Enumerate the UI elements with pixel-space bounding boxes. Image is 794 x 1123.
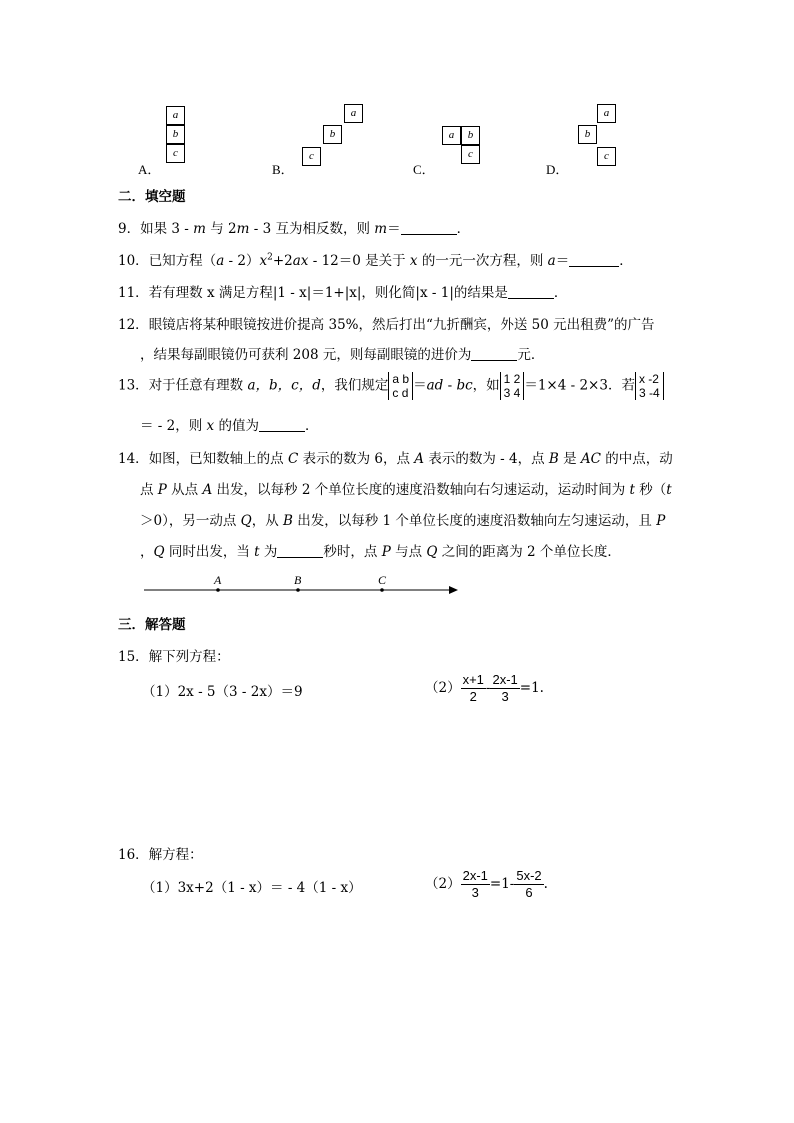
cell-a: a — [166, 106, 185, 125]
text: 对于任意有理数 — [148, 377, 248, 394]
var: A — [414, 451, 425, 467]
question-14-line3 — [140, 509, 665, 529]
text: - — [485, 680, 491, 696]
option-d-label[interactable]: D． — [546, 162, 569, 177]
text: ， — [140, 544, 154, 560]
text: 解方程： — [148, 847, 203, 863]
var: AC — [580, 451, 601, 467]
answer-blank[interactable] — [401, 221, 457, 236]
text: 秒（ — [634, 482, 667, 498]
det-row: 3 4 — [503, 386, 521, 400]
fraction — [461, 868, 490, 901]
answer-blank[interactable] — [508, 285, 554, 300]
question-13-line1 — [118, 372, 664, 400]
question-15-part1: （1）2x - 5（3 - 2x）＝9 — [142, 684, 303, 700]
question-13-line2 — [140, 414, 318, 434]
text: 与点 — [390, 544, 427, 560]
var: x — [259, 253, 268, 269]
text: 出发，以每秒 2 个单位长度的速度沿数轴向右匀速运动，运动时间为 — [212, 482, 630, 498]
var: B — [548, 451, 559, 467]
var: t — [629, 482, 635, 498]
var: A — [202, 482, 213, 498]
question-14-line2 — [140, 478, 672, 498]
label-b: B — [294, 573, 302, 587]
section-2-title: 二．填空题 — [118, 189, 186, 205]
text: ，结果每副眼镜仍可获利 208 元，则每副眼镜的进价为 — [140, 347, 472, 363]
text: 解下列方程： — [148, 649, 230, 665]
var: t — [666, 482, 672, 498]
question-15-title — [118, 645, 230, 665]
question-number: 16． — [118, 847, 149, 863]
det-row: 3 -4 — [638, 386, 660, 400]
var: t — [254, 544, 260, 560]
var: m — [236, 221, 250, 237]
text: 表示的数为 - 4，点 — [424, 451, 549, 467]
cell-c: c — [302, 147, 321, 166]
var: C — [287, 451, 299, 467]
var: Q — [153, 544, 165, 560]
det-row: c d — [392, 386, 409, 400]
text: 如果 3 - — [140, 221, 194, 237]
denominator: 3 — [471, 885, 479, 900]
var: Q — [426, 544, 438, 560]
var: ax — [292, 253, 309, 269]
numerator: 2x-1 — [492, 672, 518, 687]
text: 眼镜店将某种眼镜按进价提高 35%，然后打出“九折酬宾，外送 50 元出租费”的广告 — [148, 317, 655, 333]
question-number: 9． — [118, 221, 141, 237]
question-12-line1 — [118, 313, 655, 333]
text: ＝ — [555, 253, 570, 269]
question-10 — [118, 249, 633, 269]
cell-b: b — [578, 125, 597, 144]
text: =1- — [489, 876, 515, 892]
point-a — [216, 588, 220, 592]
determinant — [635, 372, 664, 400]
text: =1. — [519, 680, 544, 696]
text: - — [443, 377, 457, 394]
question-11 — [118, 281, 567, 301]
cell-b: b — [166, 125, 185, 144]
cell-a: a — [597, 104, 616, 123]
text: 如图，已知数轴上的点 — [148, 451, 288, 467]
var: x — [206, 418, 215, 434]
cell-c: c — [461, 145, 480, 164]
denominator: 2 — [469, 689, 477, 704]
var: bc — [456, 377, 473, 394]
var: a — [547, 253, 556, 269]
text: 同时出发，当 — [164, 544, 255, 560]
denominator: 3 — [501, 689, 509, 704]
numerator: x+1 — [462, 672, 484, 687]
var: P — [157, 482, 167, 498]
option-b-label[interactable]: B． — [272, 162, 294, 177]
var: B — [283, 513, 293, 529]
text: 的一元一次方程，则 — [417, 253, 548, 269]
text: ＝ - 2，则 — [140, 418, 207, 434]
text: 出发，以每秒 1 个单位长度的速度沿数轴向左匀速运动，且 — [292, 513, 657, 529]
fraction — [514, 868, 543, 901]
question-14-line4 — [140, 540, 621, 560]
var: P — [381, 544, 391, 560]
text: （2） — [425, 876, 461, 892]
text: 元． — [517, 347, 545, 363]
det-row: 1 2 — [503, 372, 521, 386]
question-number: 12． — [118, 317, 149, 333]
answer-blank[interactable] — [569, 253, 619, 268]
text: 是 — [558, 451, 581, 467]
text: +2 — [272, 253, 293, 269]
text: ，如 — [472, 377, 500, 394]
text: 的中点，动 — [600, 451, 673, 467]
var: m — [374, 221, 388, 237]
superscript: 2 — [267, 252, 273, 263]
text: 已知方程（ — [148, 253, 217, 269]
denominator: 6 — [525, 885, 533, 900]
numerator: 2x-1 — [462, 868, 488, 883]
label-c: C — [378, 573, 387, 587]
det-row: x -2 — [638, 372, 659, 386]
text: ． — [304, 418, 319, 434]
cell-a: a — [442, 126, 461, 145]
answer-blank[interactable] — [471, 347, 517, 362]
answer-blank[interactable] — [259, 418, 305, 433]
question-15-part2 — [425, 672, 544, 705]
cell-a: a — [344, 104, 363, 123]
point-b — [296, 588, 300, 592]
question-16-part1: （1）3x+2（1 - x）＝ - 4（1 - x） — [142, 880, 362, 896]
var: a — [216, 253, 225, 269]
answer-blank[interactable] — [277, 544, 323, 559]
determinant — [388, 372, 413, 400]
point-c — [380, 588, 384, 592]
text: 秒时，点 — [323, 544, 382, 560]
cell-b: b — [323, 125, 342, 144]
text: - 12＝0 是关于 — [308, 253, 410, 269]
text: ，从 — [251, 513, 284, 529]
number-line — [140, 570, 465, 600]
cell-c: c — [166, 144, 185, 163]
fraction — [490, 672, 519, 705]
text: ． — [553, 285, 568, 301]
var: ad — [426, 377, 444, 394]
question-number: 11． — [118, 285, 149, 301]
text: ＞0），另一动点 — [140, 513, 241, 529]
question-12-line2 — [140, 343, 544, 363]
text: 为 — [259, 544, 278, 560]
text: 与 2 — [205, 221, 237, 237]
arrow-icon — [449, 586, 458, 594]
text: ＝ — [387, 221, 401, 237]
text: ． — [456, 221, 471, 237]
text: . — [543, 876, 548, 892]
fraction — [461, 672, 486, 705]
text: ＝ — [413, 377, 427, 394]
numerator: 5x-2 — [516, 868, 542, 883]
option-a-label[interactable]: A． — [138, 162, 161, 177]
text: （2） — [425, 680, 461, 696]
text: ＝1×4 - 2×3．若 — [524, 377, 635, 394]
var: x — [409, 253, 418, 269]
text: 从点 — [166, 482, 203, 498]
question-number: 15． — [118, 649, 149, 665]
question-number: 14． — [118, 451, 149, 467]
label-a: A — [214, 573, 222, 587]
cell-b: b — [461, 126, 480, 145]
question-number: 10． — [118, 253, 149, 269]
det-row: a b — [392, 372, 410, 386]
text: - 2） — [224, 253, 260, 269]
question-9 — [118, 217, 470, 237]
text: ． — [619, 253, 633, 269]
text: 点 — [140, 482, 158, 498]
text: 的值为 — [214, 418, 259, 434]
question-16-part2 — [425, 868, 548, 901]
text: 表示的数为 6，点 — [298, 451, 415, 467]
cell-c: c — [597, 147, 616, 166]
question-number: 13． — [118, 377, 149, 394]
text: 之间的距离为 2 个单位长度． — [437, 544, 621, 560]
question-16-title — [118, 843, 203, 863]
text: ，我们规定 — [320, 377, 389, 394]
text: - 3 互为相反数，则 — [249, 221, 375, 237]
var: Q — [240, 513, 252, 529]
section-3-title: 三．解答题 — [118, 617, 186, 633]
text: 若有理数 x 满足方程|1 - x|＝1+|x|，则化简|x - 1|的结果是 — [148, 285, 508, 301]
determinant — [500, 372, 525, 400]
question-14-line1 — [118, 447, 673, 467]
option-c-label[interactable]: C． — [413, 162, 435, 177]
var: m — [193, 221, 206, 237]
var: a，b，c，d — [247, 377, 321, 394]
var: P — [656, 513, 666, 529]
